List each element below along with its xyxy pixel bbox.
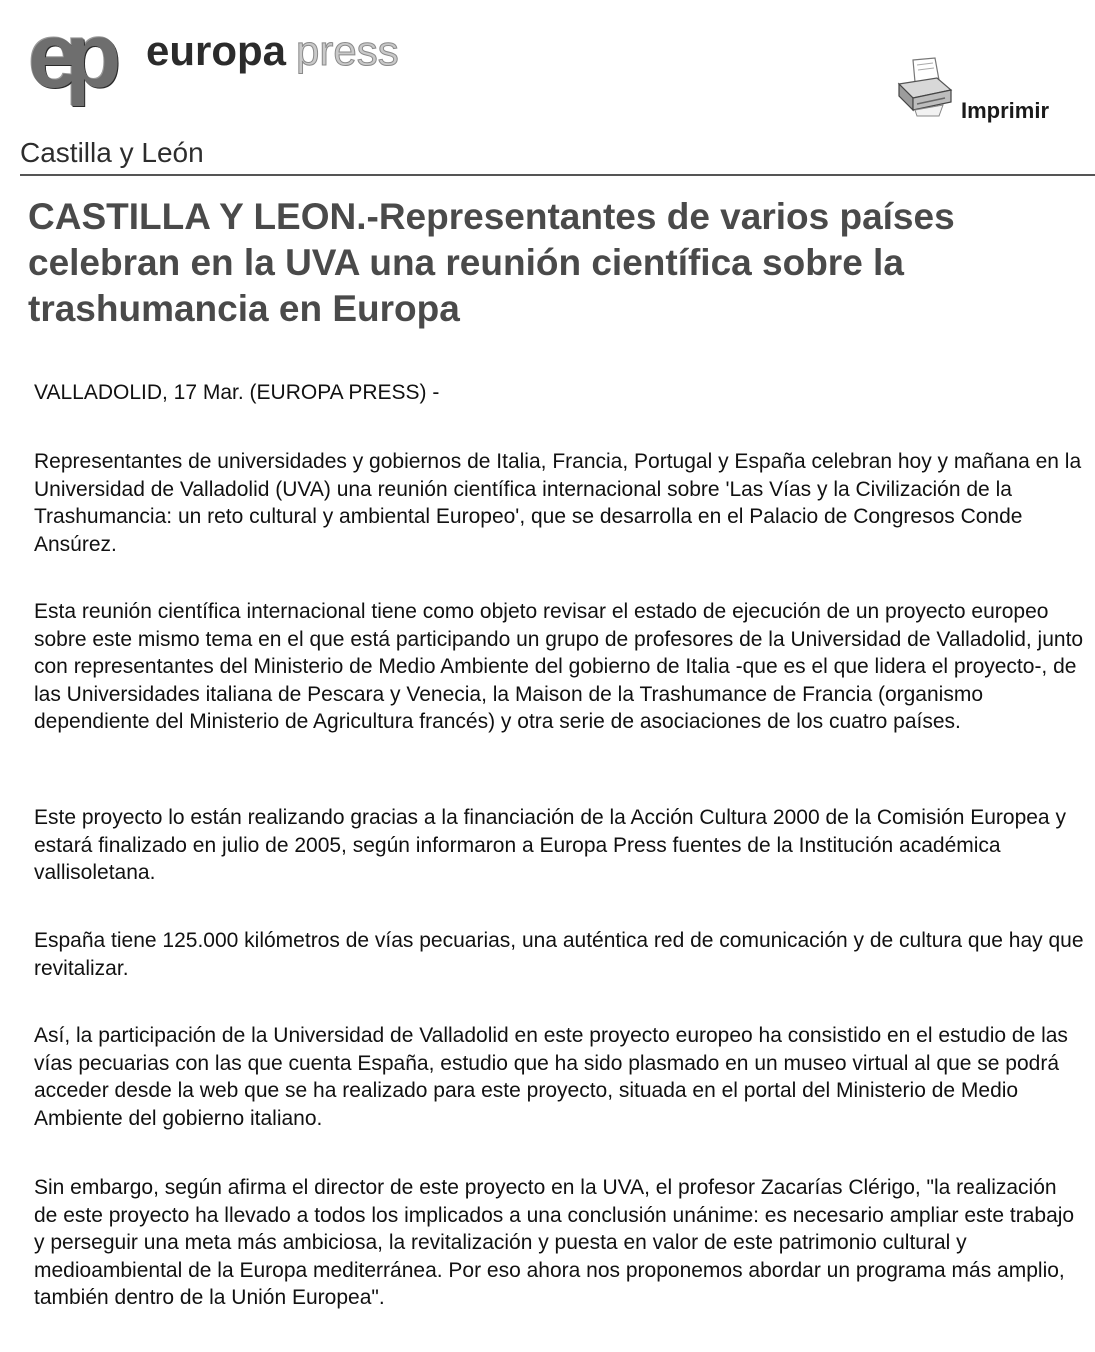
printer-icon xyxy=(895,56,953,118)
article-paragraph: Este proyecto lo están realizando gracias a la financiación de la Acción Cultura 2000 de la Comisión Europea y estará finalizado en julio de 2005, según informaron a Europa Press fuentes de la Institución académica vallisoletana. xyxy=(34,806,1066,884)
europa-press-logo xyxy=(28,5,488,108)
section-title: Castilla y León xyxy=(20,137,204,168)
article-dateline: VALLADOLID, 17 Mar. (EUROPA PRESS) - xyxy=(34,381,440,404)
article-paragraph: Así, la participación de la Universidad de Valladolid en este proyecto europeo ha consistido en el estudio de las vías pecuarias con las que cuenta España, estudio que ha sido plasmado en un museo virtual al que se podrá acceder desde la web que se ha realizado para este proyecto, situada en el portal del Ministerio de Medio Ambiente del gobierno italiano. xyxy=(34,1024,1068,1130)
article-headline: CASTILLA Y LEON.-Representantes de varios países celebran en la UVA una reunión científica sobre la trashumancia en Europa xyxy=(28,196,955,329)
section-divider xyxy=(20,174,1095,176)
print-button[interactable] xyxy=(895,56,1065,126)
article-paragraph: España tiene 125.000 kilómetros de vías pecuarias, una auténtica red de comunicación y de cultura que hay que revitalizar. xyxy=(34,929,1084,980)
logo-word-europa: europa xyxy=(146,27,287,74)
article-paragraph: Representantes de universidades y gobiernos de Italia, Francia, Portugal y España celebran hoy y mañana en la Universidad de Valladolid (UVA) una reunión científica internacional sobre 'Las Vías y la Civilización de la Trashumancia: un reto cultural y ambiental Europeo', que se desarrolla en el Palacio de Congresos Conde Ansúrez. xyxy=(34,450,1082,556)
article-paragraph: Sin embargo, según afirma el director de este proyecto en la UVA, el profesor Zacarías Clérigo, "la realización de este proyecto ha llevado a todos los implicados a una conclusión unánime: es necesario ampliar este trabajo y perseguir una meta más ambiciosa, la revitalización y puesta en valor de este patrimonio cultural y medioambiental de la Europa mediterránea. Por eso ahora nos proponemos abordar un programa más amplio, también dentro de la Unión Europea". xyxy=(34,1176,1075,1309)
article-paragraph: Esta reunión científica internacional tiene como objeto revisar el estado de ejecución de un proyecto europeo sobre este mismo tema en el que está participando un grupo de profesores de la Universidad de Valladolid, junto con representantes del Ministerio de Medio Ambiente del gobierno de Italia -que es el que lidera el proyecto-, de las Universidades italiana de Pescara y Venecia, la Maison de la Trashumance de Francia (organismo dependiente del Ministerio de Agricultura francés) y otra serie de asociaciones de los cuatro países. xyxy=(34,600,1084,733)
logo-mark: ep xyxy=(28,5,108,107)
logo-word-press: press xyxy=(296,27,399,74)
logo-wordmark xyxy=(146,26,399,76)
print-label[interactable]: Imprimir xyxy=(961,98,1050,123)
